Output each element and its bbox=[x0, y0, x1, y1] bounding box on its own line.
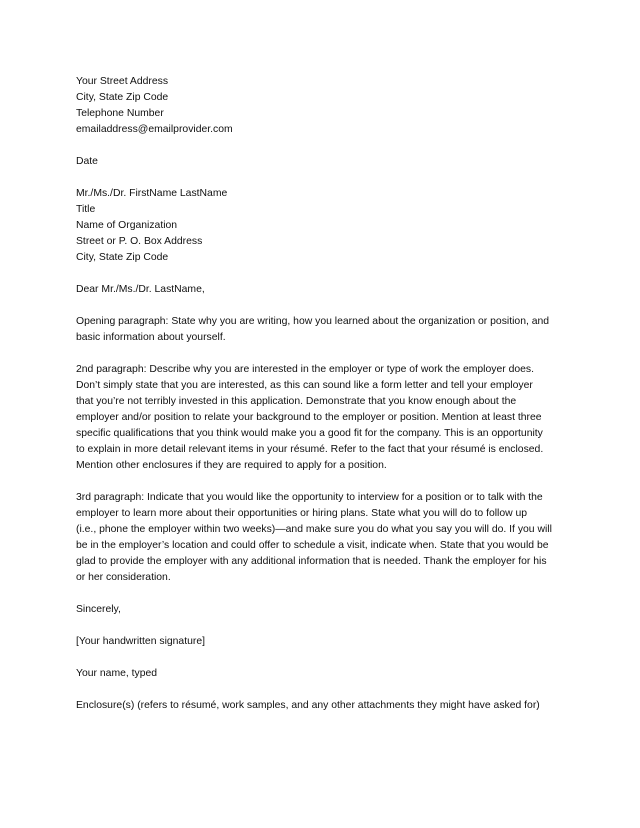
paragraph-line: specific qualifications that you think would make you a good fit for the company. This is an opportunity bbox=[76, 428, 543, 439]
paragraph-line: Mention other enclosures if they are required to apply for a position. bbox=[76, 460, 387, 471]
signature bbox=[76, 634, 566, 650]
recipient-name: Mr./Ms./Dr. FirstName LastName bbox=[76, 188, 228, 199]
salutation bbox=[76, 282, 566, 298]
paragraph-line: employer to learn more about their opportunities or hiring plans. State what you will do to follow up bbox=[76, 508, 528, 519]
paragraph-line: that you’re not terribly invested in this application. Demonstrate that you know enough about the bbox=[76, 396, 517, 407]
recipient-street: Street or P. O. Box Address bbox=[76, 236, 203, 247]
recipient-address bbox=[76, 186, 566, 266]
date-text: Date bbox=[76, 156, 98, 167]
opening-paragraph bbox=[76, 314, 566, 346]
paragraph-line: Opening paragraph: State why you are writing, how you learned about the organization or position, and bbox=[76, 316, 550, 327]
enclosure-text: Enclosure(s) (refers to résumé, work samples, and any other attachments they might have asked for) bbox=[76, 700, 540, 711]
enclosure bbox=[76, 698, 566, 714]
second-paragraph bbox=[76, 362, 566, 474]
paragraph-line: employer and/or position to relate your background to the employer or position. Mention at least three bbox=[76, 412, 542, 423]
typed-name-text: Your name, typed bbox=[76, 668, 158, 679]
recipient-city-state-zip: City, State Zip Code bbox=[76, 252, 169, 263]
paragraph-line: or her consideration. bbox=[76, 572, 171, 583]
paragraph-line: Don’t simply state that you are interested, as this can sound like a form letter and tell your employer bbox=[76, 380, 533, 391]
salutation-text: Dear Mr./Ms./Dr. LastName, bbox=[76, 284, 205, 295]
recipient-title: Title bbox=[76, 204, 96, 215]
recipient-organization: Name of Organization bbox=[76, 220, 178, 231]
sender-address bbox=[76, 74, 566, 138]
letter-date bbox=[76, 154, 566, 170]
letter-page bbox=[76, 74, 566, 730]
paragraph-line: be in the employer’s location and could offer to schedule a visit, indicate when. State that you would be bbox=[76, 540, 549, 551]
paragraph-line: 3rd paragraph: Indicate that you would like the opportunity to interview for a position or to talk with the bbox=[76, 492, 543, 503]
signature-placeholder: [Your handwritten signature] bbox=[76, 636, 206, 647]
closing-text: Sincerely, bbox=[76, 604, 121, 615]
sender-city-state-zip: City, State Zip Code bbox=[76, 92, 169, 103]
sender-street: Your Street Address bbox=[76, 76, 169, 87]
third-paragraph bbox=[76, 490, 566, 586]
paragraph-line: (i.e., phone the employer within two weeks)—and make sure you do what you say you will do. If you will bbox=[76, 524, 552, 535]
paragraph-line: basic information about yourself. bbox=[76, 332, 226, 343]
typed-name bbox=[76, 666, 566, 682]
paragraph-line: to explain in more detail relevant items in your résumé. Refer to the fact that your résumé is enclosed. bbox=[76, 444, 544, 455]
sender-phone: Telephone Number bbox=[76, 108, 164, 119]
closing bbox=[76, 602, 566, 618]
sender-email: emailaddress@emailprovider.com bbox=[76, 124, 233, 135]
paragraph-line: glad to provide the employer with any additional information that is needed. Thank the employer for his bbox=[76, 556, 547, 567]
paragraph-line: 2nd paragraph: Describe why you are interested in the employer or type of work the employer does. bbox=[76, 364, 535, 375]
